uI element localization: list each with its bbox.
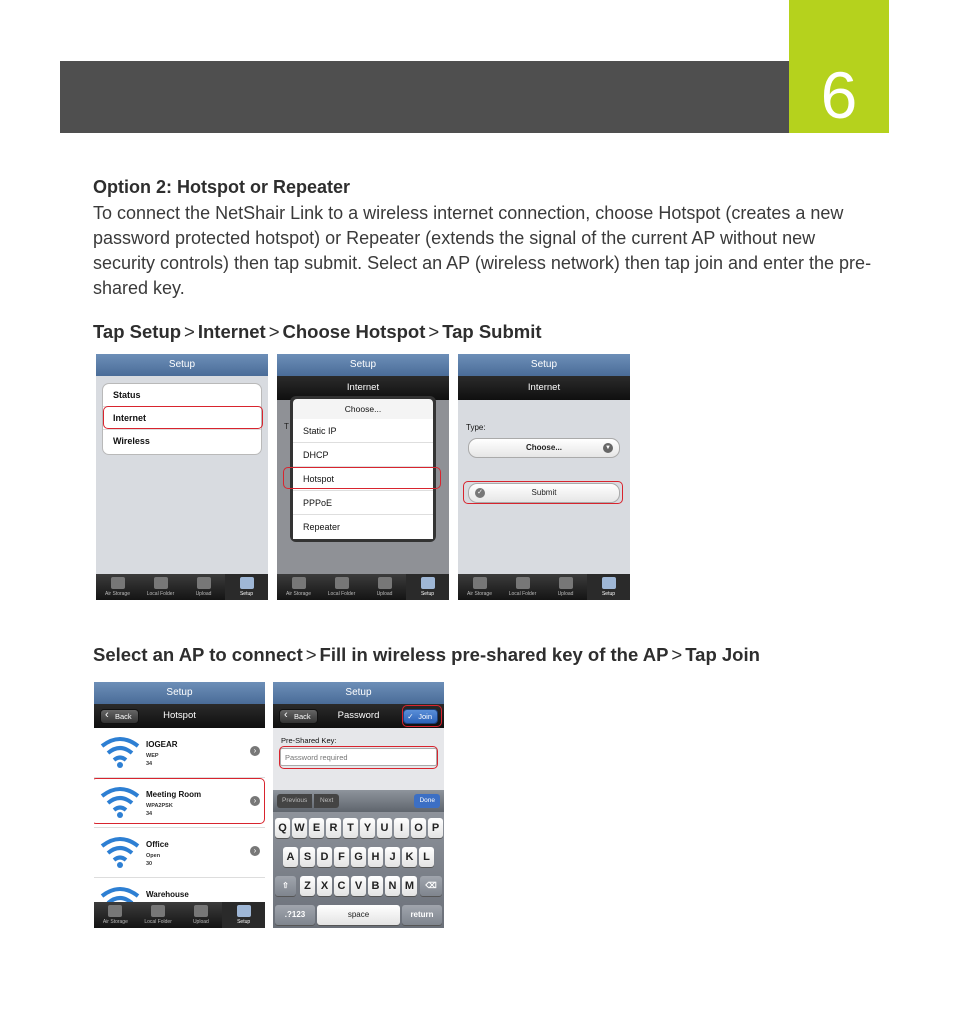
highlight-box xyxy=(283,467,441,489)
back-button[interactable]: ‹ Back xyxy=(100,709,139,724)
network-security: WPA2PSK xyxy=(146,803,173,809)
page-number: 6 xyxy=(789,0,889,133)
wrench-icon xyxy=(237,905,251,917)
tab-air-storage[interactable]: Air Storage xyxy=(277,574,320,600)
step-label: Select an AP to connect xyxy=(93,644,303,665)
network-name: IOGEAR xyxy=(146,740,178,749)
key-t[interactable]: T xyxy=(343,818,358,838)
key-m[interactable]: M xyxy=(402,876,417,896)
check-icon: ✓ xyxy=(407,712,414,721)
screen-internet-picker xyxy=(277,354,449,600)
network-signal: 34 xyxy=(146,811,153,817)
upload-icon xyxy=(378,577,392,589)
key-y[interactable]: Y xyxy=(360,818,375,838)
highlight-box xyxy=(279,746,438,769)
screen-password xyxy=(273,682,444,928)
chevron-right-icon[interactable]: › xyxy=(250,746,260,756)
key-g[interactable]: G xyxy=(351,847,366,867)
chevron-down-icon: ▼ xyxy=(603,443,613,453)
option-pppoe[interactable]: PPPoE xyxy=(293,491,433,515)
nav-title: Setup xyxy=(96,354,268,376)
key-o[interactable]: O xyxy=(411,818,426,838)
highlight-box xyxy=(463,481,623,504)
tab-bar xyxy=(277,574,449,600)
step-label: Internet xyxy=(197,321,266,342)
screen-internet-type xyxy=(458,354,630,600)
tab-air-storage[interactable]: Air Storage xyxy=(94,902,137,928)
network-row[interactable] xyxy=(94,828,265,878)
screen-setup-menu xyxy=(96,354,268,600)
folder-icon xyxy=(335,577,349,589)
tab-bar xyxy=(96,574,268,600)
folder-icon xyxy=(516,577,530,589)
keyboard-toolbar xyxy=(273,790,444,812)
tab-local-folder[interactable]: Local Folder xyxy=(137,902,180,928)
nav-subtitle: Internet xyxy=(277,376,449,400)
type-label: Type: xyxy=(466,423,486,432)
step-label: Fill in wireless pre-shared key of the AP xyxy=(319,644,669,665)
highlight-box xyxy=(94,778,265,824)
network-meta xyxy=(146,752,159,768)
network-signal: 30 xyxy=(146,861,153,867)
previous-button[interactable]: Previous xyxy=(277,794,312,808)
done-button[interactable]: Done xyxy=(414,794,440,808)
step-label: Tap Join xyxy=(685,644,760,665)
highlight-box xyxy=(103,406,263,429)
upload-icon xyxy=(194,905,208,917)
nav-subtitle: Internet xyxy=(458,376,630,400)
nav-title: Setup xyxy=(273,682,444,704)
tab-upload[interactable]: Upload xyxy=(182,574,225,600)
key-s[interactable]: S xyxy=(300,847,315,867)
key-d[interactable]: D xyxy=(317,847,332,867)
key-c[interactable]: C xyxy=(334,876,349,896)
network-signal: 34 xyxy=(146,761,153,767)
steps-row-2: Select an AP to connect > Fill in wireless pre-shared key of the AP > Tap Join xyxy=(93,644,760,665)
wifi-icon xyxy=(100,834,140,870)
submit-label: Submit xyxy=(531,488,557,497)
back-button[interactable]: ‹ Back xyxy=(279,709,318,724)
key-label: Pre-Shared Key: xyxy=(281,736,337,745)
wrench-icon xyxy=(240,577,254,589)
screen-hotspot-list xyxy=(94,682,265,928)
wrench-icon xyxy=(602,577,616,589)
drive-icon xyxy=(111,577,125,589)
network-security: WEP xyxy=(146,753,159,759)
network-name: Meeting Room xyxy=(146,790,202,799)
folder-icon xyxy=(151,905,165,917)
nav-subtitle: Hotspot xyxy=(163,710,196,721)
picker-title: Choose... xyxy=(293,399,433,419)
key-n[interactable]: N xyxy=(385,876,400,896)
drive-icon xyxy=(292,577,306,589)
section-title: Option 2: Hotspot or Repeater xyxy=(93,177,351,197)
network-name: Warehouse xyxy=(146,890,189,899)
key-h[interactable]: H xyxy=(368,847,383,867)
tab-upload[interactable]: Upload xyxy=(180,902,223,928)
upload-icon xyxy=(197,577,211,589)
check-icon: ✓ xyxy=(475,488,485,498)
type-label-behind: T xyxy=(284,422,289,431)
chevron-right-icon[interactable]: › xyxy=(250,846,260,856)
tab-bar xyxy=(458,574,630,600)
wrench-icon xyxy=(421,577,435,589)
step-label: Tap Submit xyxy=(442,321,542,342)
tab-local-folder[interactable]: Local Folder xyxy=(320,574,363,600)
option-hotspot[interactable]: Hotspot xyxy=(293,467,433,491)
key-j[interactable]: J xyxy=(385,847,400,867)
network-security: Open xyxy=(146,853,161,859)
key-z[interactable]: Z xyxy=(300,876,315,896)
key-k[interactable]: K xyxy=(402,847,417,867)
space-key[interactable]: space xyxy=(317,905,400,925)
tab-bar xyxy=(94,902,265,928)
tab-local-folder[interactable]: Local Folder xyxy=(501,574,544,600)
tab-local-folder[interactable]: Local Folder xyxy=(139,574,182,600)
key-e[interactable]: E xyxy=(309,818,324,838)
key-l[interactable]: L xyxy=(419,847,434,867)
chevron-right-icon[interactable]: › xyxy=(250,796,260,806)
option-repeater[interactable]: Repeater xyxy=(303,522,341,532)
option-static-ip[interactable]: Static IP xyxy=(293,419,433,443)
drive-icon xyxy=(473,577,487,589)
nav-title: Setup xyxy=(277,354,449,376)
key-u[interactable]: U xyxy=(377,818,392,838)
numbers-key[interactable]: .?123 xyxy=(275,905,315,925)
nav-bar xyxy=(94,704,265,728)
network-meta xyxy=(146,852,160,868)
type-select-value: Choose... xyxy=(525,443,562,452)
join-label: Join xyxy=(418,712,432,721)
key-q[interactable]: Q xyxy=(275,818,290,838)
upload-icon xyxy=(559,577,573,589)
tab-setup[interactable]: Setup xyxy=(406,574,449,600)
key-i[interactable]: I xyxy=(394,818,409,838)
tab-air-storage[interactable]: Air Storage xyxy=(96,574,139,600)
shift-key[interactable]: ⇧ xyxy=(275,876,296,896)
next-button[interactable]: Next xyxy=(314,794,339,808)
tab-setup[interactable]: Setup xyxy=(587,574,630,600)
header-bar xyxy=(60,61,789,133)
tab-upload[interactable]: Upload xyxy=(363,574,406,600)
key-b[interactable]: B xyxy=(368,876,383,896)
drive-icon xyxy=(108,905,122,917)
tab-setup[interactable]: Setup xyxy=(222,902,265,928)
steps-row-1: Tap Setup > Internet > Choose Hotspot > Tap Submit xyxy=(93,321,542,342)
menu-item-internet[interactable]: Internet xyxy=(103,407,261,430)
nav-title: Setup xyxy=(458,354,630,376)
key-w[interactable]: W xyxy=(292,818,307,838)
key-r[interactable]: R xyxy=(326,818,341,838)
tab-setup[interactable]: Setup xyxy=(225,574,268,600)
type-select[interactable] xyxy=(468,438,620,458)
folder-icon xyxy=(154,577,168,589)
highlight-box xyxy=(402,705,442,727)
tab-air-storage[interactable]: Air Storage xyxy=(458,574,501,600)
wifi-icon xyxy=(100,734,140,770)
delete-key[interactable]: ⌫ xyxy=(420,876,442,896)
section-body: To connect the NetShair Link to a wireless internet connection, choose Hotspot (creates a new password protected hotspot) or Repeater (extends the signal of the current AP without new security controls) then tap submit. Select an AP (wireless network) then tap join and enter the pre-shared key. xyxy=(93,203,872,298)
option-dhcp[interactable]: DHCP xyxy=(293,443,433,467)
keyboard xyxy=(273,812,444,928)
key-p[interactable]: P xyxy=(428,818,443,838)
step-label: Tap Setup xyxy=(93,321,182,342)
key-f[interactable]: F xyxy=(334,847,349,867)
step-label: Choose Hotspot xyxy=(282,321,426,342)
key-v[interactable]: V xyxy=(351,876,366,896)
network-row[interactable] xyxy=(94,728,265,778)
tab-upload[interactable]: Upload xyxy=(544,574,587,600)
return-key[interactable]: return xyxy=(402,905,442,925)
key-a[interactable]: A xyxy=(283,847,298,867)
nav-subtitle: Password xyxy=(337,710,380,721)
menu-item-wireless[interactable]: Wireless xyxy=(113,436,150,446)
key-x[interactable]: X xyxy=(317,876,332,896)
network-name: Office xyxy=(146,840,169,849)
menu-item-status[interactable]: Status xyxy=(103,384,261,407)
nav-title: Setup xyxy=(94,682,265,704)
